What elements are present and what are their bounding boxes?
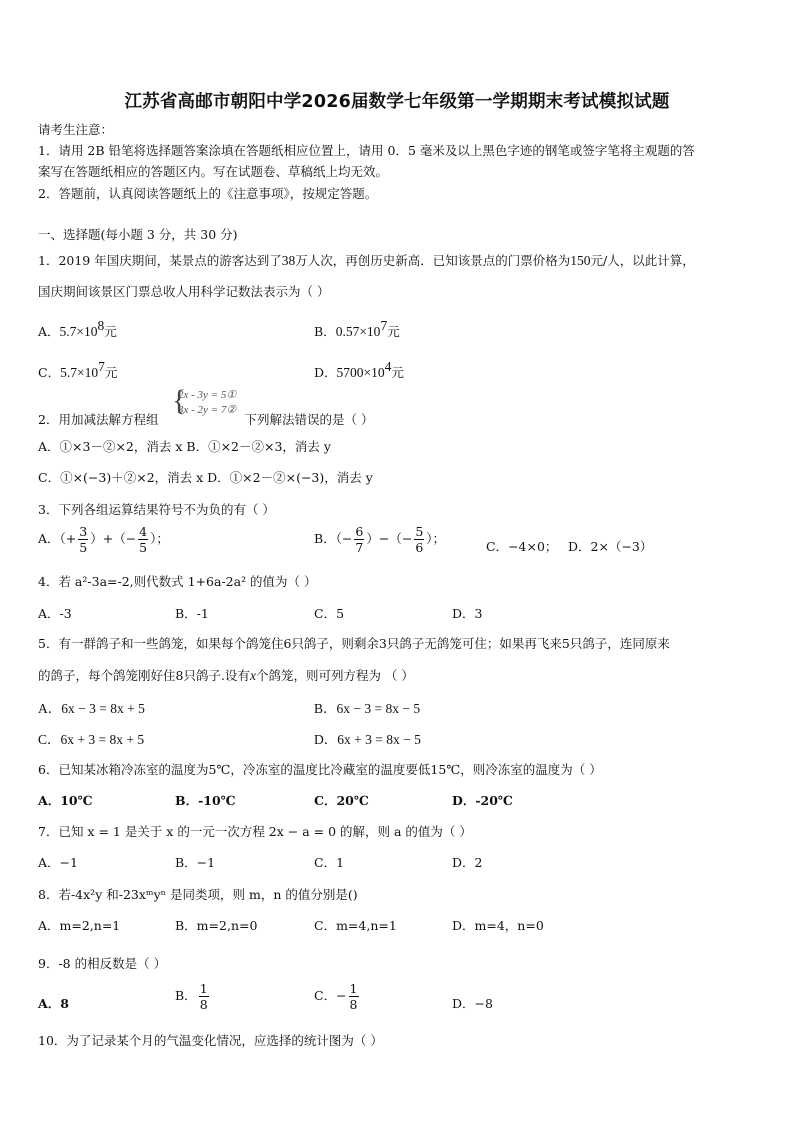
question-3-option-d: D．2×（−3） — [568, 539, 653, 554]
question-5-option-d: D．6x + 3 = 8x − 5 — [314, 732, 421, 747]
question-1-option-b: B．$0.57\times 10^7$元 — [314, 318, 400, 339]
fraction: $\frac{6}{7}$ — [355, 524, 364, 555]
question-6-option-b: B．-10℃ — [175, 793, 236, 808]
question-8-option-d: D．m=4，n=0 — [452, 918, 544, 933]
question-2-text: 2．用加减法解方程组 下列解法错误的是（ ） — [38, 412, 374, 427]
question-2-options-cd: C．①×(−3)＋②×2，消去 x D．①×2－②×(−3)，消去 y — [38, 470, 373, 485]
question-1-option-a: A．$5.7\times 10^8$元 — [38, 318, 117, 339]
question-8-text: 8．若-4x²y 和-23xᵐyⁿ 是同类项，则 m，n 的值分别是() — [38, 887, 358, 902]
fraction: $\frac{1}{8}$ — [349, 981, 358, 1012]
question-6-option-d: D．-20℃ — [452, 793, 513, 808]
page-title: 江苏省高邮市朝阳中学2026届数学七年级第一学期期末考试模拟试题 — [124, 92, 670, 112]
question-1-option-c: C．$5.7\times 10^7$元 — [38, 359, 118, 380]
section-heading: 一、选择题(每小题 3 分，共 30 分) — [38, 227, 238, 242]
equation-2: 3x - 2y = 7② — [178, 404, 237, 416]
question-4-option-c: C．5 — [314, 606, 345, 621]
question-5-line-1: 5．有一群鸽子和一些鸽笼，如果每个鸽笼住6只鸽子，则剩余3只鸽子无鸽笼可住；如果再飞来5只鸽子，连同原来 — [38, 636, 670, 651]
notice-item-2: 2．答题前，认真阅读答题纸上的《注意事项》，按规定答题。 — [38, 186, 378, 201]
question-6-option-c: C．20℃ — [314, 793, 369, 808]
question-7-text: 7．已知 x = 1 是关于 x 的一元一次方程 2x − a = 0 的解，则 a 的值为（ ） — [38, 824, 472, 839]
question-9-text: 9．-8 的相反数是（ ） — [38, 956, 167, 971]
fraction: $\frac{1}{8}$ — [199, 981, 208, 1012]
question-9-option-c: C．− $\frac{1}{8}$ — [314, 981, 358, 1012]
question-8-option-c: C．m=4,n=1 — [314, 918, 397, 933]
equation-1: 2x - 3y = 5① — [178, 389, 237, 401]
question-2-options-ab: A．①×3－②×2，消去 x B．①×2－②×3，消去 y — [38, 439, 331, 454]
question-7-option-c: C．1 — [314, 855, 345, 870]
question-4-option-b: B．-1 — [175, 606, 209, 621]
question-9-option-a: A．8 — [38, 996, 69, 1011]
question-3-text: 3．下列各组运算结果符号不为负的有（ ） — [38, 502, 275, 517]
question-1-option-d: D．$5700\times 10^4$元 — [314, 359, 404, 380]
question-1-line-2: 国庆期间该景区门票总收人用科学记数法表示为（ ） — [38, 284, 330, 299]
fraction: $\frac{3}{5}$ — [79, 524, 88, 555]
question-8-option-a: A．m=2,n=1 — [38, 918, 121, 933]
equation-system: { 2x - 3y = 5① 3x - 2y = 7② — [172, 384, 237, 417]
question-7-option-a: A．−1 — [38, 855, 78, 870]
question-10-text: 10．为了记录某个月的气温变化情况，应选择的统计图为（ ） — [38, 1033, 383, 1048]
question-7-option-d: D．2 — [452, 855, 483, 870]
question-4-text: 4．若 a²-3a=-2,则代数式 1+6a-2a² 的值为（ ） — [38, 574, 317, 589]
question-8-option-b: B．m=2,n=0 — [175, 918, 258, 933]
question-1-line-1: 1．2019 年国庆期间，某景点的游客达到了38万人次，再创历史新高．已知该景点的门票价格为150元/人，以此计算， — [38, 253, 695, 268]
notice-heading: 请考生注意： — [38, 122, 114, 137]
question-5-option-c: C．6x + 3 = 8x + 5 — [38, 732, 145, 747]
question-5-option-b: B．6x − 3 = 8x − 5 — [314, 701, 421, 716]
notice-item-1-line-1: 1．请用 2B 铅笔将选择题答案涂填在答题纸相应位置上，请用 0．5 毫米及以上黑色字迹的钢笔或签字笔将主观题的答 — [38, 143, 695, 158]
question-7-option-b: B．−1 — [175, 855, 216, 870]
question-5-line-2: 的鸽子，每个鸽笼刚好住8只鸽子.设有x个鸽笼，则可列方程为 （ ） — [38, 668, 414, 683]
notice-item-1-line-2: 案写在答题纸相应的答题区内。写在试题卷、草稿纸上均无效。 — [38, 164, 389, 179]
question-3-option-a: A．（+ $\frac{3}{5}$ ）+（− $\frac{4}{5}$ ）； — [38, 524, 169, 555]
question-5-option-a: A．6x − 3 = 8x + 5 — [38, 701, 145, 716]
question-4-option-a: A．-3 — [38, 606, 72, 621]
fraction: $\frac{4}{5}$ — [139, 524, 148, 555]
question-9-option-b: B． $\frac{1}{8}$ — [175, 981, 208, 1012]
question-4-option-d: D．3 — [452, 606, 483, 621]
question-6-text: 6．已知某冰箱冷冻室的温度为5℃，冷冻室的温度比冷藏室的温度要低15℃，则冷冻室的温度为（ ） — [38, 762, 602, 777]
question-6-option-a: A．10℃ — [38, 793, 93, 808]
question-3-option-c: C．−4×0； — [486, 539, 558, 554]
question-9-option-d: D．−8 — [452, 996, 493, 1011]
question-3-option-b: B．（− $\frac{6}{7}$ ）−（− $\frac{5}{6}$ ）； — [314, 524, 446, 555]
fraction: $\frac{5}{6}$ — [415, 524, 424, 555]
